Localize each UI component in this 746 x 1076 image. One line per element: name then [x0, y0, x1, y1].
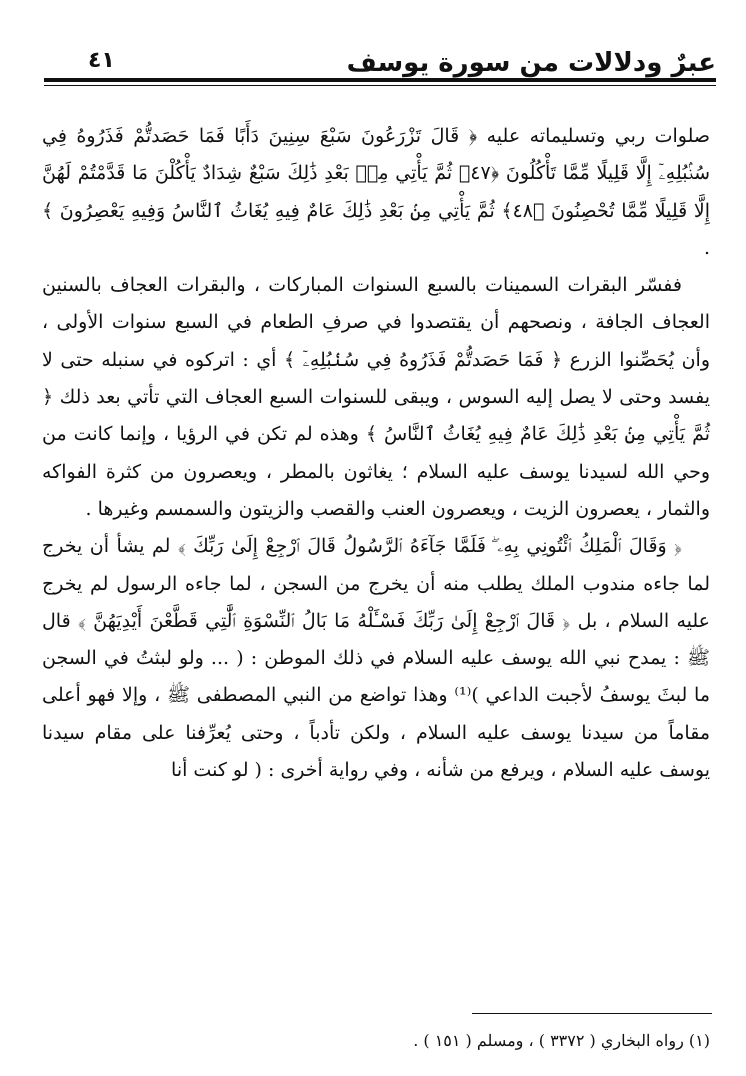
footnote-1: (١) رواه البخاري ( ٣٣٧٢ ) ، ومسلم ( ١٥١ ) . [413, 1031, 710, 1050]
header-rule-thin [44, 85, 716, 86]
main-text [42, 118, 710, 789]
paragraph-3: ﴿ وَقَالَ ٱلْمَلِكُ ٱئْتُونِي بِهِۦ ۖ فَلَمَّا جَآءَهُ ٱلرَّسُولُ قَالَ ٱرْجِعْ إِلَىٰ رَبِّكَ ﴾ لم يشأ أن يخرج لما جاءه مندوب الملك يطلب منه أن يخرج من السجن ، لما جاءه الرسول لم يخرج عليه السلام ، بل ﴿ قَالَ ٱرْجِعْ إِلَىٰ رَبِّكَ فَسْـَٔلْهُ مَا بَالُ ٱلنِّسْوَةِ ٱلَّٰتِي قَطَّعْنَ أَيْدِيَهُنَّ ﴾ قال ﷺ : يمدح نبي الله يوسف عليه السلام في ذلك الموطن : ( ... ولو لبثتُ في السجن ما لبثَ يوسفُ لأجبت الداعي )⁽¹⁾ وهذا تواضع من النبي المصطفى ﷺ ، وإلا فهو أعلى مقاماً من سيدنا يوسف عليه السلام ، ولكن تأدباً ، وحتى يُعرِّفنا على مقام سيدنا يوسف عليه السلام ، ويرفع من شأنه ، وفي رواية أخرى : ( لو كنت أنا [42, 535, 711, 782]
running-title: عبرٌ ودلالات من سورة يوسف [346, 48, 716, 78]
page-header [44, 44, 716, 94]
paragraph-1: صلوات ربي وتسليماته عليه ﴿ قَالَ تَزْرَعُونَ سَبْعَ سِنِينَ دَأَبًا فَمَا حَصَدتُّمْ فَذَرُوهُ فِي سُنۢبُلِهِۦٓ إِلَّا قَلِيلًا مِّمَّا تَأْكُلُونَ ﴿٤٧﴾ ثُمَّ يَأْتِي مِنۢ بَعْدِ ذَٰلِكَ سَبْعٌ شِدَادٌ يَأْكُلْنَ مَا قَدَّمْتُمْ لَهُنَّ إِلَّا قَلِيلًا مِّمَّا تُحْصِنُونَ ﴿٤٨﴾ ثُمَّ يَأْتِي مِنۢ بَعْدِ ذَٰلِكَ عَامٌ فِيهِ يُغَاثُ ٱلنَّاسُ وَفِيهِ يَعْصِرُونَ ﴾ . [42, 125, 710, 259]
header-rule-thick [44, 78, 716, 82]
page-number: ٤١ [88, 48, 115, 73]
paragraph-2: ففسّر البقرات السمينات بالسبع السنوات المباركات ، والبقرات العجاف بالسنين العجاف الجافة ، ونصحهم أن يقتصدوا في صرفِ الطعام في السبع سنوات الأولى ، وأن يُحَصِّنوا الزرع ﴿ فَمَا حَصَدتُّمْ فَذَرُوهُ فِي سُنۢبُلِهِۦٓ ﴾ أي : اتركوه في سنبله حتى لا يفسد وحتى لا يصل إليه السوس ، ويبقى للسنوات السبع العجاف التي تأتي بعد ذلك ﴿ ثُمَّ يَأْتِي مِنۢ بَعْدِ ذَٰلِكَ عَامٌ فِيهِ يُغَاثُ ٱلنَّاسُ ﴾ وهذه لم تكن في الرؤيا ، وإنما كانت من وحي الله لسيدنا يوسف عليه السلام ؛ يغاثون بالمطر ، ويعصرون من كثرة الفواكه والثمار ، يعصرون الزيت ، ويعصرون العنب والقصب والزيتون والسمسم وغيرها . [42, 274, 710, 520]
footnote-separator [472, 1013, 712, 1014]
